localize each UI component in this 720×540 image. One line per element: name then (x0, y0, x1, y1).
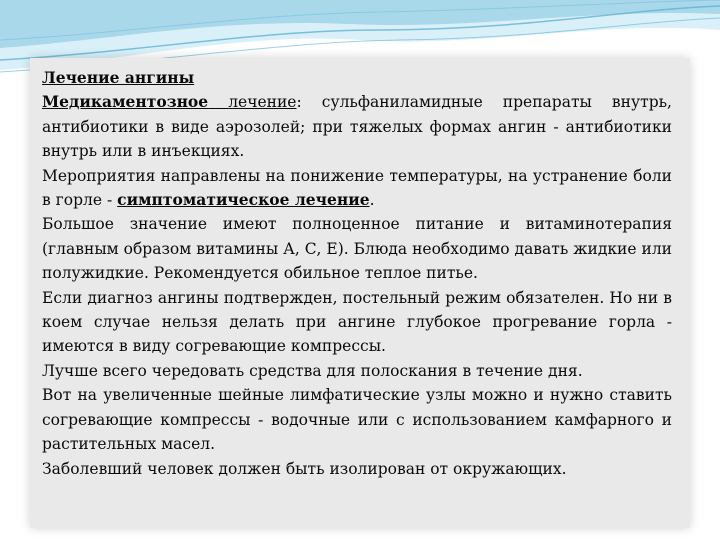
paragraph-1 (42, 90, 672, 163)
paragraph-2-before: Мероприятия направлены на понижение температуры, на устранение боли в горле - (42, 166, 672, 210)
slide-title (42, 66, 672, 90)
paragraph-4: Если диагноз ангины подтвержден, постельный режим обязателен. Но ни в коем случае нельзя делать при ангине глубокое прогревание горла - имеются в виду согревающие компрессы. (42, 288, 672, 356)
paragraph-7: Заболевший человек должен быть изолирован от окружающих. (42, 459, 567, 478)
paragraph-1-lead-rest: лечение (228, 93, 297, 112)
slide-body (42, 66, 672, 481)
paragraph-1-lead-space (208, 93, 228, 111)
paragraph-2-after: . (369, 191, 375, 210)
paragraph-2 (42, 164, 672, 213)
paragraph-6: Вот на увеличенные шейные лимфатические узлы можно и нужно ставить согревающие компрессы - водочные или с использованием камфарного и растительных масел. (42, 386, 672, 454)
paragraph-3: Большое значение имеют полноценное питание и витаминотерапия (главным образом витамины А, С, Е). Блюда необходимо давать жидкие или полужидкие. Рекомендуется обильное теплое питье. (42, 215, 672, 283)
paragraph-1-lead-bold: Медикаментозное (42, 92, 209, 112)
title-text: Лечение ангины (42, 68, 195, 87)
paragraph-2-emphasis: симптоматическое лечение (117, 190, 370, 210)
paragraph-1-text: : сульфаниламидные препараты внутрь, антибиотики в виде аэрозолей; при тяжелых формах ангин - антибиотики внутрь или в инъекциях. (42, 93, 672, 161)
paragraph-5: Лучше всего чередовать средства для полоскания в течение дня. (42, 361, 583, 380)
